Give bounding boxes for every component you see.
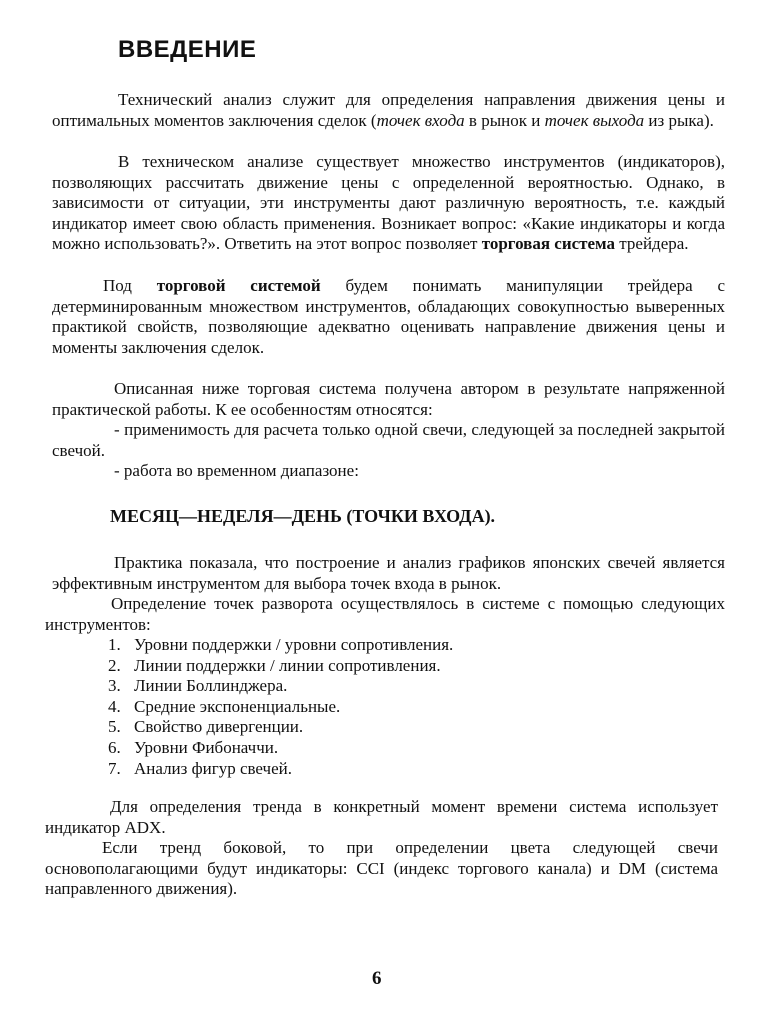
list-text: Линии Боллинджера. — [134, 676, 288, 696]
italic-text: точек входа — [376, 110, 465, 130]
list-item — [108, 676, 453, 697]
list-number: 7. — [108, 758, 121, 778]
list-text: Уровни поддержки / уровни сопротивления. — [134, 635, 454, 654]
text: В техническом анализе существует множество инструментов (индикаторов), позволяющих рассчитать движение цены с определенной вероятностью. Однако, в зависимости от ситуации, эти инструменты дают различную вероятность, т.е. каждый индикатор имеет свою область применения. Возникает вопрос: «Какие индикаторы и когда можно использовать?». Ответить на этот вопрос позволяет — [52, 152, 725, 254]
feature-item-time-range: - работа во временном диапазоне: — [114, 461, 359, 480]
paragraph-definition — [52, 276, 725, 358]
text: будем понимать манипуляции трейдера с детерминированным множеством инструментов, обладающих совокупностью выверенных практикой свойств, позволяющие адекватно оценивать направление движения цены и моменты заключения сделок. — [52, 276, 726, 357]
text: трейдера. — [615, 234, 689, 254]
list-item — [108, 635, 453, 656]
list-item — [108, 738, 453, 759]
list-item — [108, 656, 453, 677]
list-text: Свойство дивергенции. — [134, 717, 304, 737]
text: Технический анализ служит для определения направления движения цены и оптимальных моментов заключения сделок ( — [52, 90, 725, 130]
list-item — [108, 717, 453, 738]
paragraph-system: Описанная ниже торговая система получена автором в результате напряженной практической работы. К ее особенностям относятся: — [52, 379, 725, 419]
list-text: Средние экспоненциальные. — [134, 696, 341, 716]
list-text: Уровни Фибоначчи. — [134, 737, 279, 757]
text: Под — [103, 276, 157, 295]
page-number: 6 — [372, 968, 382, 989]
paragraph-intro — [52, 90, 725, 131]
paragraph-trend: Для определения тренда в конкретный момент времени система использует индикатор ADX. — [45, 797, 718, 837]
list-number: 5. — [108, 717, 121, 737]
list-text: Линии поддержки / линии сопротивления. — [134, 655, 441, 675]
list-text: Анализ фигур свечей. — [134, 758, 292, 778]
instrument-list — [108, 635, 453, 779]
italic-text: точек выхода — [544, 110, 645, 130]
list-number: 6. — [108, 737, 121, 757]
list-number: 4. — [108, 696, 121, 716]
bold-text: торговая система — [481, 234, 616, 254]
feature-item-one-candle: - применимость для расчета только одной свечи, следующей за последней закрытой свечой. — [52, 420, 725, 460]
page-heading: ВВЕДЕНИЕ — [118, 36, 257, 63]
paragraph-instruments — [52, 152, 725, 255]
list-item — [108, 697, 453, 718]
bold-text: торговой системой — [156, 276, 321, 295]
paragraph-reversal-points: Определение точек разворота осуществлялось в системе с помощью следующих инструментов: — [45, 594, 725, 634]
list-number: 2. — [108, 655, 121, 675]
text: из рыка). — [644, 110, 714, 130]
paragraph-practice: Практика показала, что построение и анализ графиков японских свечей является эффективным инструментом для выбора точек входа в рынок. — [52, 553, 725, 593]
section-subheading: МЕСЯЦ—НЕДЕЛЯ—ДЕНЬ (ТОЧКИ ВХОДА). — [110, 506, 496, 526]
text: в рынок и — [464, 110, 545, 130]
list-item — [108, 759, 453, 780]
list-number: 3. — [108, 676, 121, 696]
paragraph-sideways-trend: Если тренд боковой, то при определении цвета следующей свечи основополагающими будут индикаторы: CCI (индекс торгового канала) и DM (система направленного движения). — [45, 838, 718, 899]
list-number: 1. — [108, 635, 121, 654]
